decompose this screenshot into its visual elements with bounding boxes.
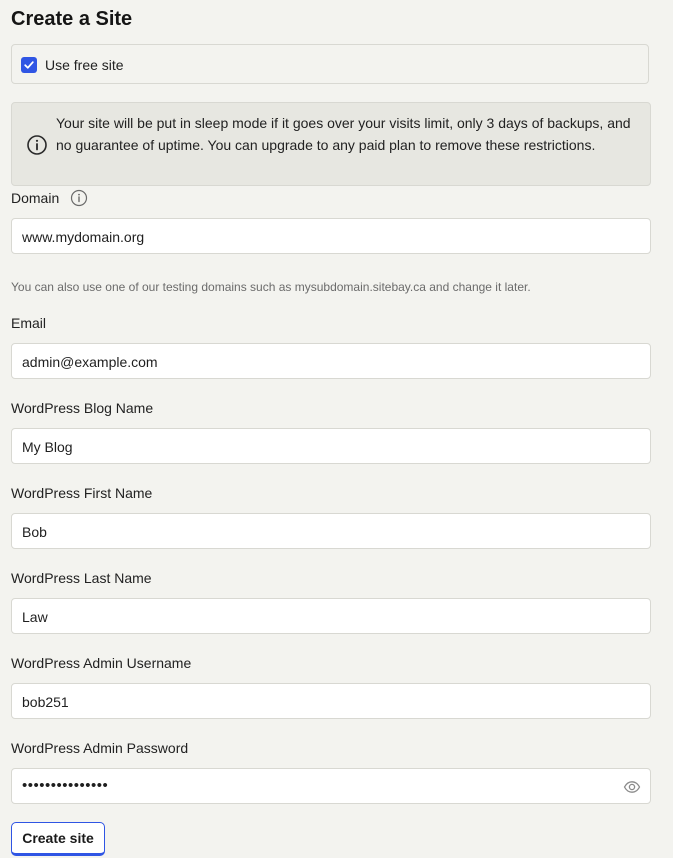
- blog-name-input-value: My Blog: [22, 439, 73, 455]
- domain-label: Domain: [11, 190, 60, 206]
- admin-password-masked-value: •••••••••••••••: [22, 777, 109, 794]
- free-site-notice: [11, 102, 651, 186]
- last-name-input-value: Law: [22, 609, 48, 625]
- checkmark-icon: [23, 59, 35, 71]
- admin-username-input-value: bob251: [22, 694, 69, 710]
- email-input[interactable]: [11, 343, 651, 379]
- admin-password-label: WordPress Admin Password: [11, 740, 189, 756]
- use-free-site-checkbox[interactable]: [21, 57, 37, 73]
- blog-name-label: WordPress Blog Name: [11, 400, 154, 416]
- page-title: Create a Site: [11, 8, 133, 30]
- use-free-site-label[interactable]: Use free site: [45, 57, 124, 73]
- domain-label-row: [11, 189, 88, 207]
- info-circle-icon: [26, 134, 48, 156]
- admin-password-input[interactable]: [11, 768, 651, 804]
- email-input-value: admin@example.com: [22, 354, 158, 370]
- last-name-label: WordPress Last Name: [11, 570, 152, 586]
- first-name-input[interactable]: [11, 513, 651, 549]
- domain-input[interactable]: [11, 218, 651, 254]
- domain-helper-text: You can also use one of our testing domains such as mysubdomain.sitebay.ca and change it later.: [11, 280, 531, 294]
- email-label: Email: [11, 315, 47, 331]
- first-name-input-value: Bob: [22, 524, 47, 540]
- blog-name-input[interactable]: [11, 428, 651, 464]
- admin-username-label: WordPress Admin Username: [11, 655, 192, 671]
- domain-info-icon[interactable]: [70, 189, 88, 207]
- create-site-button[interactable]: Create site: [11, 822, 105, 856]
- domain-input-value: www.mydomain.org: [22, 229, 145, 245]
- last-name-input[interactable]: [11, 598, 651, 634]
- show-password-eye-icon[interactable]: [623, 778, 641, 796]
- admin-username-input[interactable]: [11, 683, 651, 719]
- first-name-label: WordPress First Name: [11, 485, 153, 501]
- use-free-site-option[interactable]: [11, 44, 649, 84]
- notice-text: Your site will be put in sleep mode if it goes over your visits limit, only 3 days of backups, and no guarantee of uptime. You can upgrade to any paid plan to remove these restrictions.: [56, 115, 631, 153]
